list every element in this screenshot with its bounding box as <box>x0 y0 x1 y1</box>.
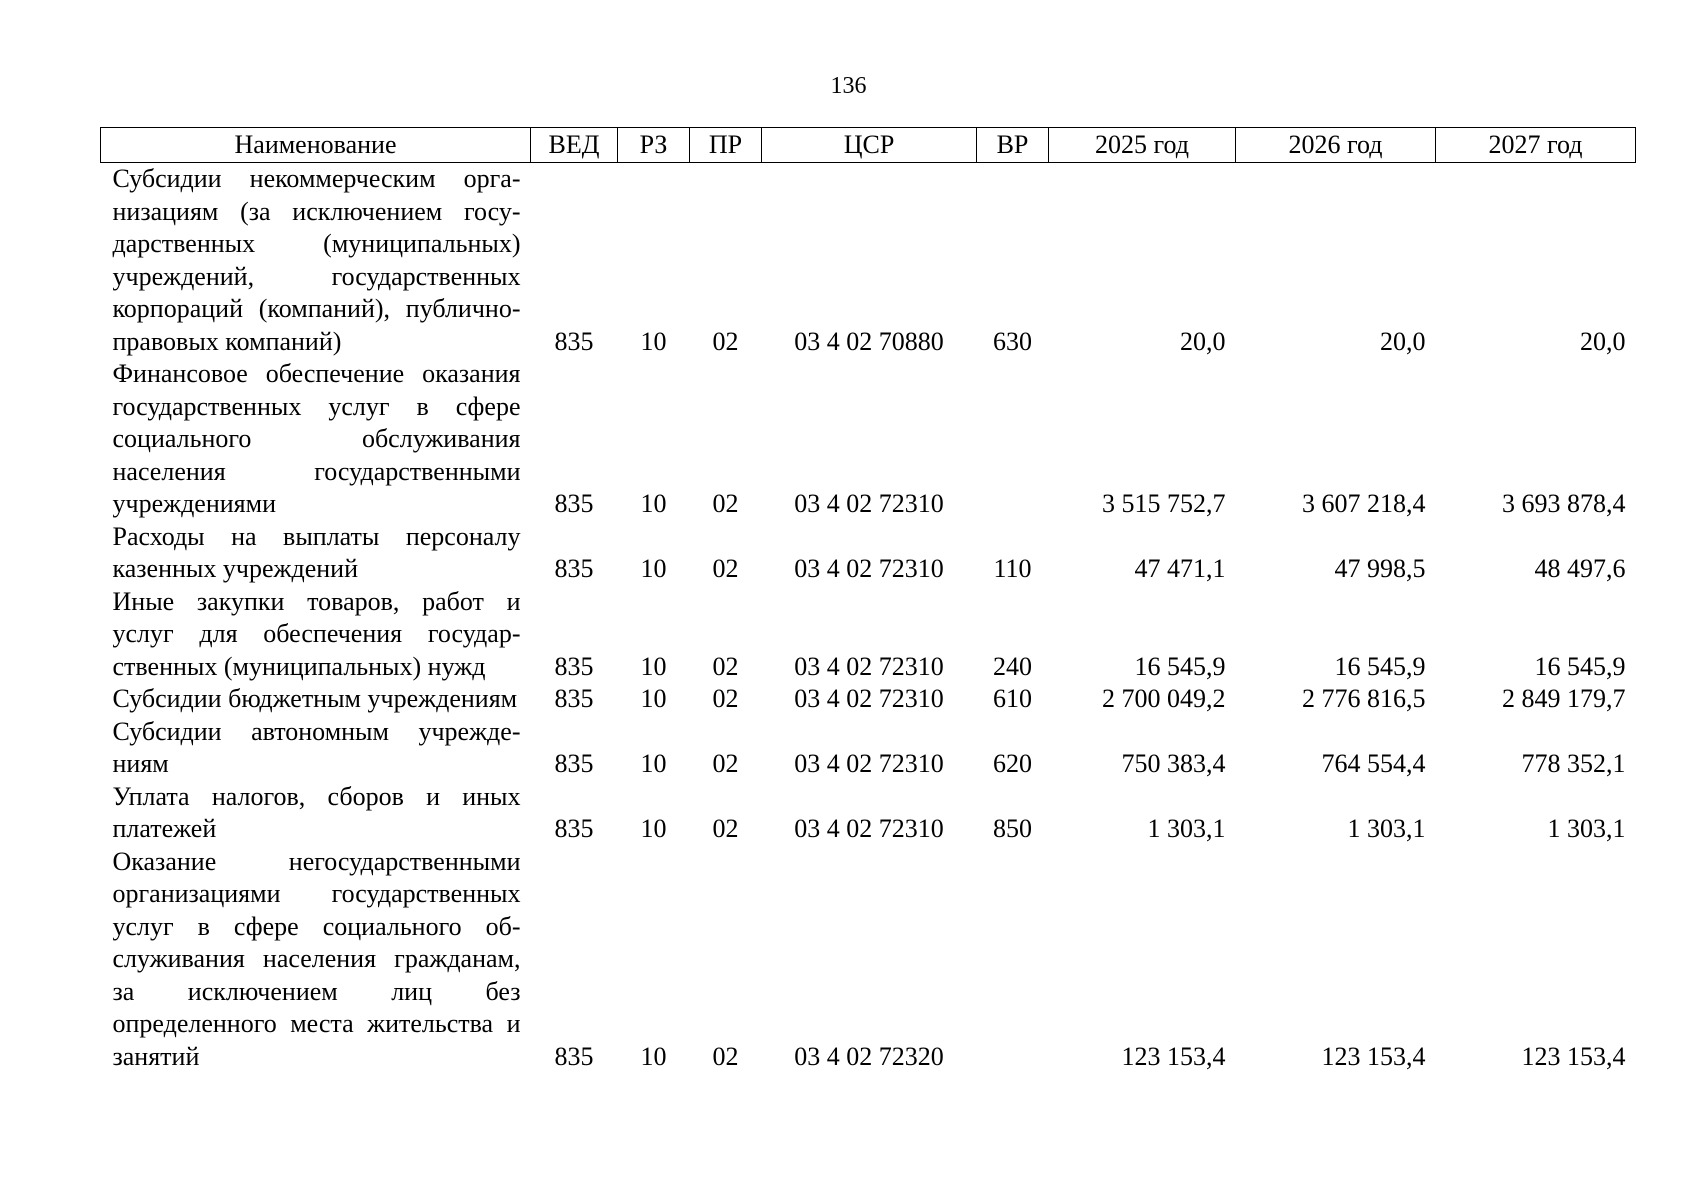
header-rz: РЗ <box>618 128 690 163</box>
row-csr: 03 4 02 72310 <box>794 489 944 518</box>
row-name: Субсидии бюджетным учреждениям <box>112 684 518 713</box>
row-2025: 47 471,1 <box>1134 554 1226 583</box>
row-2025: 20,0 <box>1180 326 1226 356</box>
row-ved: 835 <box>554 651 594 681</box>
header-2026: 2026 год <box>1236 128 1436 163</box>
row-vr <box>977 358 1049 521</box>
row-rz: 10 <box>640 814 667 843</box>
row-pr: 02 <box>712 684 739 713</box>
row-2026: 1 303,1 <box>1347 814 1426 843</box>
row-name: Оказание негосударственными организациями государственных услуг в сфере социального обслуживания населения гражданам, за исключением лиц без определенного места жительства и занятий <box>112 846 521 1071</box>
row-ved: 835 <box>554 1041 594 1071</box>
row-rz: 10 <box>640 749 667 778</box>
row-2026: 2 776 816,5 <box>1302 684 1426 713</box>
row-2026: 20,0 <box>1380 326 1426 356</box>
header-2025: 2025 год <box>1049 128 1236 163</box>
row-rz: 10 <box>640 684 667 713</box>
row-2026: 3 607 218,4 <box>1302 489 1426 518</box>
row-2026: 123 153,4 <box>1321 1041 1426 1071</box>
header-pr: ПР <box>690 128 762 163</box>
row-2027: 2 849 179,7 <box>1502 684 1626 713</box>
table-row <box>101 586 1636 684</box>
row-2027: 1 303,1 <box>1547 814 1626 843</box>
row-vr: 110 <box>993 554 1032 583</box>
row-2026: 16 545,9 <box>1334 651 1426 681</box>
page-number: 136 <box>830 73 867 99</box>
row-rz: 10 <box>640 489 667 518</box>
row-name: Расходы на выплаты персоналу казенных учреждений <box>112 521 521 583</box>
row-rz: 10 <box>640 554 667 583</box>
row-2027: 16 545,9 <box>1534 651 1626 681</box>
header-ved: ВЕД <box>531 128 618 163</box>
row-ved: 835 <box>554 684 594 713</box>
row-2027: 123 153,4 <box>1521 1041 1626 1071</box>
row-pr: 02 <box>712 749 739 778</box>
row-csr: 03 4 02 72310 <box>794 684 944 713</box>
header-row <box>101 128 1636 163</box>
table-body <box>101 163 1636 1074</box>
row-2027: 778 352,1 <box>1521 749 1626 778</box>
table-row <box>101 781 1636 846</box>
header-name: Наименование <box>101 128 531 163</box>
row-pr: 02 <box>712 1041 739 1071</box>
row-name: Субсидии автономным учреждениям <box>112 716 521 778</box>
row-csr: 03 4 02 72310 <box>794 749 944 778</box>
row-2027: 3 693 878,4 <box>1502 489 1626 518</box>
row-vr: 620 <box>993 749 1032 778</box>
header-vr: ВР <box>977 128 1049 163</box>
row-ved: 835 <box>554 489 594 518</box>
row-name: Финансовое обеспечение оказания государственных услуг в сфере социального обслуживания населения государственными учреждениями <box>112 359 521 518</box>
row-2025: 750 383,4 <box>1121 749 1226 778</box>
table-row <box>101 521 1636 586</box>
row-2026: 764 554,4 <box>1321 749 1426 778</box>
table-row <box>101 846 1636 1074</box>
table-row <box>101 163 1636 359</box>
row-csr: 03 4 02 72310 <box>794 651 944 681</box>
row-2025: 1 303,1 <box>1147 814 1226 843</box>
row-2027: 20,0 <box>1580 326 1626 356</box>
table-header <box>101 128 1636 163</box>
row-rz: 10 <box>640 651 667 681</box>
row-2026: 47 998,5 <box>1334 554 1426 583</box>
row-2025: 123 153,4 <box>1121 1041 1226 1071</box>
row-vr <box>977 846 1049 1074</box>
row-name: Иные закупки товаров, работ и услуг для обеспечения государственных (муниципальных) нужд <box>112 586 521 681</box>
budget-table <box>100 127 1636 1073</box>
row-2025: 16 545,9 <box>1134 651 1226 681</box>
row-csr: 03 4 02 72310 <box>794 814 944 843</box>
table-row <box>101 716 1636 781</box>
row-ved: 835 <box>554 749 594 778</box>
row-csr: 03 4 02 72310 <box>794 554 944 583</box>
header-2027: 2027 год <box>1436 128 1636 163</box>
row-vr: 610 <box>993 684 1032 713</box>
row-ved: 835 <box>554 814 594 843</box>
header-csr: ЦСР <box>762 128 977 163</box>
table-row <box>101 358 1636 521</box>
row-pr: 02 <box>712 814 739 843</box>
row-ved: 835 <box>554 326 594 356</box>
row-csr: 03 4 02 72320 <box>794 1041 944 1071</box>
row-2025: 2 700 049,2 <box>1102 684 1226 713</box>
row-pr: 02 <box>712 326 739 356</box>
row-2027: 48 497,6 <box>1534 554 1626 583</box>
row-2025: 3 515 752,7 <box>1102 489 1226 518</box>
row-pr: 02 <box>712 554 739 583</box>
table-row <box>101 683 1636 716</box>
row-ved: 835 <box>554 554 594 583</box>
row-pr: 02 <box>712 489 739 518</box>
row-name: Субсидии некоммерческим организациям (за исключением государственных (муниципальных) учреждений, государственных корпораций (компаний), публично-правовых компаний) <box>112 164 521 356</box>
row-rz: 10 <box>640 326 667 356</box>
row-vr: 630 <box>993 326 1032 356</box>
row-pr: 02 <box>712 651 739 681</box>
row-name: Уплата налогов, сборов и иных платежей <box>112 781 521 843</box>
row-rz: 10 <box>640 1041 667 1071</box>
row-vr: 850 <box>993 814 1032 843</box>
row-csr: 03 4 02 70880 <box>794 326 944 356</box>
row-vr: 240 <box>993 651 1032 681</box>
